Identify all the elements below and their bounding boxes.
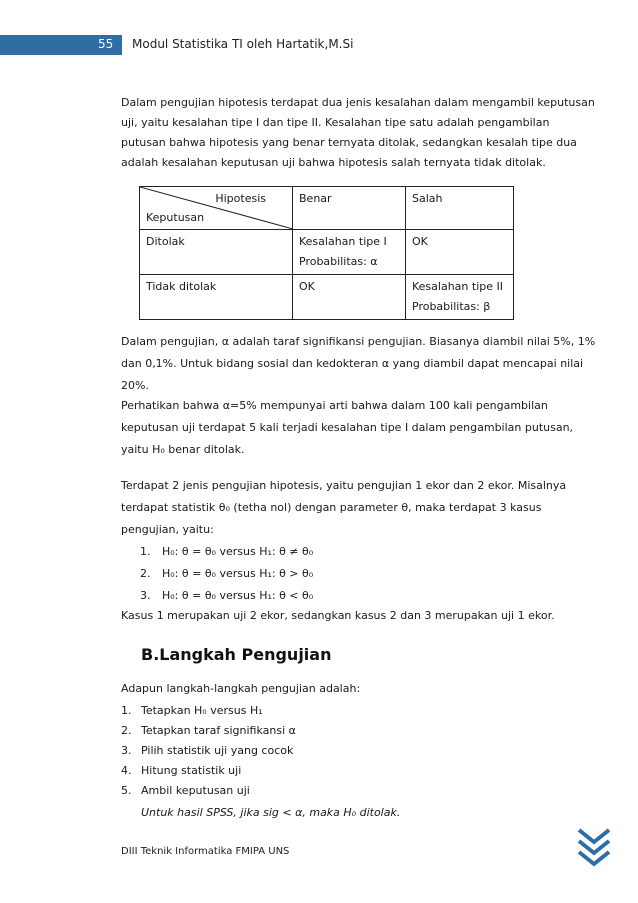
para2-line-2: dan 0,1%. Untuk bidang sosial dan kedokteran α yang diambil dapat mencapai nilai: [121, 357, 584, 370]
step-text: Ambil keputusan uji: [141, 784, 250, 797]
spss-note: Untuk hasil SPSS, jika sig < α, maka H₀ ditolak.: [141, 806, 401, 819]
para3-line-2: terdapat statistik θ₀ (tetha nol) dengan parameter θ, maka terdapat 3 kasus: [121, 501, 542, 514]
chevron-down-icon: [576, 826, 612, 868]
step-text: Tetapkan taraf signifikansi α: [141, 724, 296, 737]
para2-line-5: keputusan uji terdapat 5 kali terjadi kesalahan tipe I dalam pengambilan putusan,: [121, 421, 574, 434]
section-heading: B.Langkah Pengujian: [141, 645, 332, 664]
error-type-table: [139, 186, 514, 320]
table-cell: [293, 275, 406, 320]
diag-keputusan-label: Keputusan: [146, 211, 205, 224]
table-header-row: [140, 187, 514, 230]
table-cell: [406, 230, 514, 275]
footer-text: DIII Teknik Informatika FMIPA UNS: [121, 846, 290, 857]
cell-line-1: Kesalahan tipe II: [412, 280, 503, 293]
table-row: [140, 275, 514, 320]
step-text: Tetapkan H₀ versus H₁: [141, 704, 263, 717]
col-benar-header: Benar: [293, 187, 406, 230]
row-label: Ditolak: [140, 230, 293, 275]
diag-hipotesis-label: Hipotesis: [215, 192, 266, 205]
cell-line-1: OK: [299, 280, 315, 293]
case-text: H₀: θ = θ₀ versus H₁: θ ≠ θ₀: [162, 545, 314, 558]
cases-note: Kasus 1 merupakan uji 2 ekor, sedangkan kasus 2 dan 3 merupakan uji 1 ekor.: [121, 609, 555, 622]
step-number: 4.: [121, 764, 132, 777]
para3-line-3: pengujian, yaitu:: [121, 523, 214, 536]
step-text: Hitung statistik uji: [141, 764, 242, 777]
step-number: 5.: [121, 784, 132, 797]
cell-line-1: Kesalahan tipe I: [299, 235, 387, 248]
para2-line-3: 20%.: [121, 379, 149, 392]
step-number: 1.: [121, 704, 132, 717]
step-number: 2.: [121, 724, 132, 737]
para2-line-1: Dalam pengujian, α adalah taraf signifikansi pengujian. Biasanya diambil nilai 5%, 1%: [121, 335, 596, 348]
case-number: 2.: [140, 567, 151, 580]
diagonal-header-cell: [140, 187, 293, 230]
case-text: H₀: θ = θ₀ versus H₁: θ > θ₀: [162, 567, 314, 580]
step-number: 3.: [121, 744, 132, 757]
cell-line-2: Probabilitas: α: [299, 255, 378, 268]
para2-line-6: yaitu H₀ benar ditolak.: [121, 443, 245, 456]
intro-line-3: putusan bahwa hipotesis yang benar ternyata ditolak, sedangkan kesalah tipe dua: [121, 136, 577, 149]
page-number: 55: [98, 37, 114, 51]
para3-line-1: Terdapat 2 jenis pengujian hipotesis, yaitu pengujian 1 ekor dan 2 ekor. Misalnya: [121, 479, 567, 492]
col-salah-header: Salah: [406, 187, 514, 230]
table-cell: [293, 230, 406, 275]
table-cell: [406, 275, 514, 320]
step-text: Pilih statistik uji yang cocok: [141, 744, 294, 757]
steps-intro: Adapun langkah-langkah pengujian adalah:: [121, 682, 361, 695]
intro-line-1: Dalam pengujian hipotesis terdapat dua jenis kesalahan dalam mengambil keputusan: [121, 96, 595, 109]
intro-line-2: uji, yaitu kesalahan tipe I dan tipe II. Kesalahan tipe satu adalah pengambilan: [121, 116, 550, 129]
row-label: Tidak ditolak: [140, 275, 293, 320]
cell-line-1: OK: [412, 235, 428, 248]
case-number: 1.: [140, 545, 151, 558]
intro-line-4: adalah kesalahan keputusan uji bahwa hipotesis salah ternyata tidak ditolak.: [121, 156, 546, 169]
table-row: [140, 230, 514, 275]
header-title: Modul Statistika TI oleh Hartatik,M.Si: [132, 37, 354, 51]
para2-line-4: Perhatikan bahwa α=5% mempunyai arti bahwa dalam 100 kali pengambilan: [121, 399, 548, 412]
cell-line-2: Probabilitas: β: [412, 300, 491, 313]
case-number: 3.: [140, 589, 151, 602]
case-text: H₀: θ = θ₀ versus H₁: θ < θ₀: [162, 589, 314, 602]
